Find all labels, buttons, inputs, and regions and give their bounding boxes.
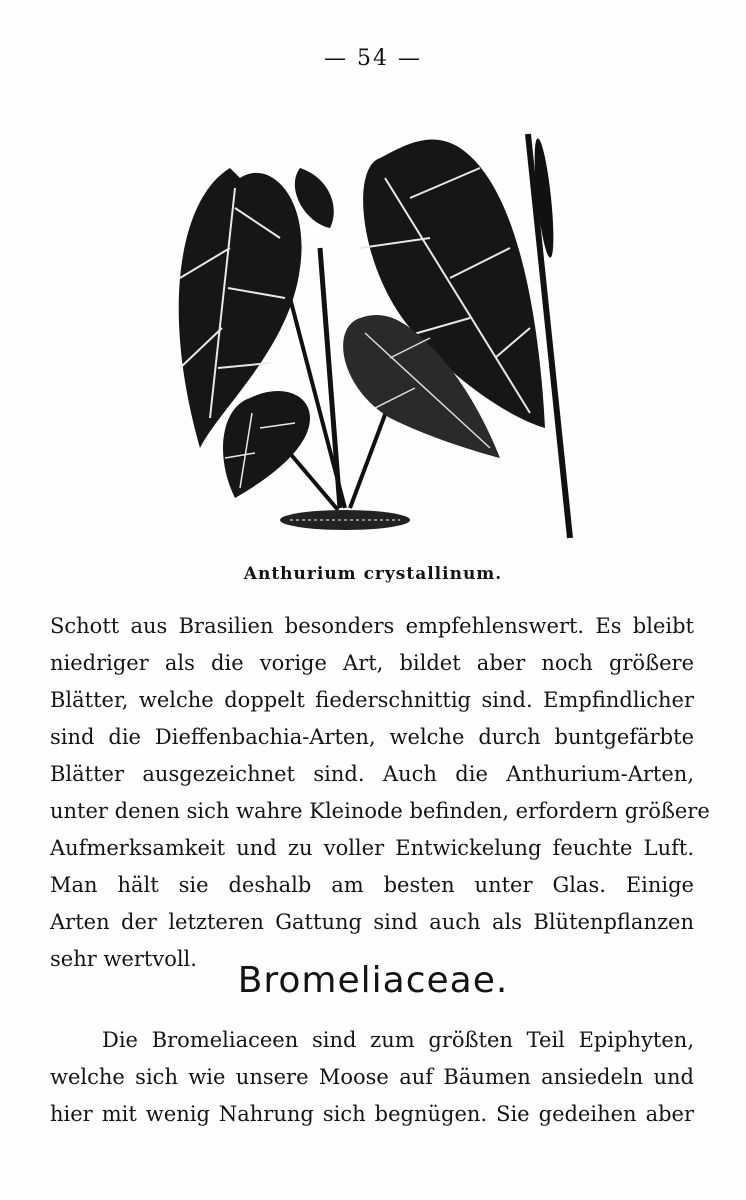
paragraph-line: Die Bromeliaceen sind zum größten Teil Epiphyten, [102,1028,694,1052]
paragraph-line: Man hält sie deshalb am besten unter Glas. Einige [50,873,694,897]
paragraph-line: Arten der letzteren Gattung sind auch als Blütenpflanzen [50,910,694,934]
figure-caption: Anthurium crystallinum. [243,564,503,584]
paragraph-line: Schott aus Brasilien besonders empfehlenswert. Es bleibt [50,614,694,638]
paragraph-line: Blätter ausgezeichnet sind. Auch die Anthurium-Arten, [50,762,694,786]
paragraph-line: Blätter, welche doppelt fiederschnittig sind. Empfindlicher [50,688,694,712]
section-heading: Bromeliaceae. [237,960,509,1001]
paragraph-line: hier mit wenig Nahrung sich begnügen. Sie gedeihen aber [50,1102,694,1126]
paragraph-line: Aufmerksamkeit und zu voller Entwickelung feuchte Luft. [50,836,694,860]
page-number: — 54 — [324,46,422,71]
paragraph-line: welche sich wie unsere Moose auf Bäumen ansiedeln und [50,1065,694,1089]
paragraph-line: niedriger als die vorige Art, bildet aber noch größere [50,651,694,675]
paragraph-line: sind die Dieffenbachia-Arten, welche durch buntgefärbte [50,725,694,749]
paragraph-line: sehr wertvoll. [50,947,197,971]
plant-illustration [160,128,580,548]
paragraph-line: unter denen sich wahre Kleinode befinden, erfordern größere [50,799,710,823]
